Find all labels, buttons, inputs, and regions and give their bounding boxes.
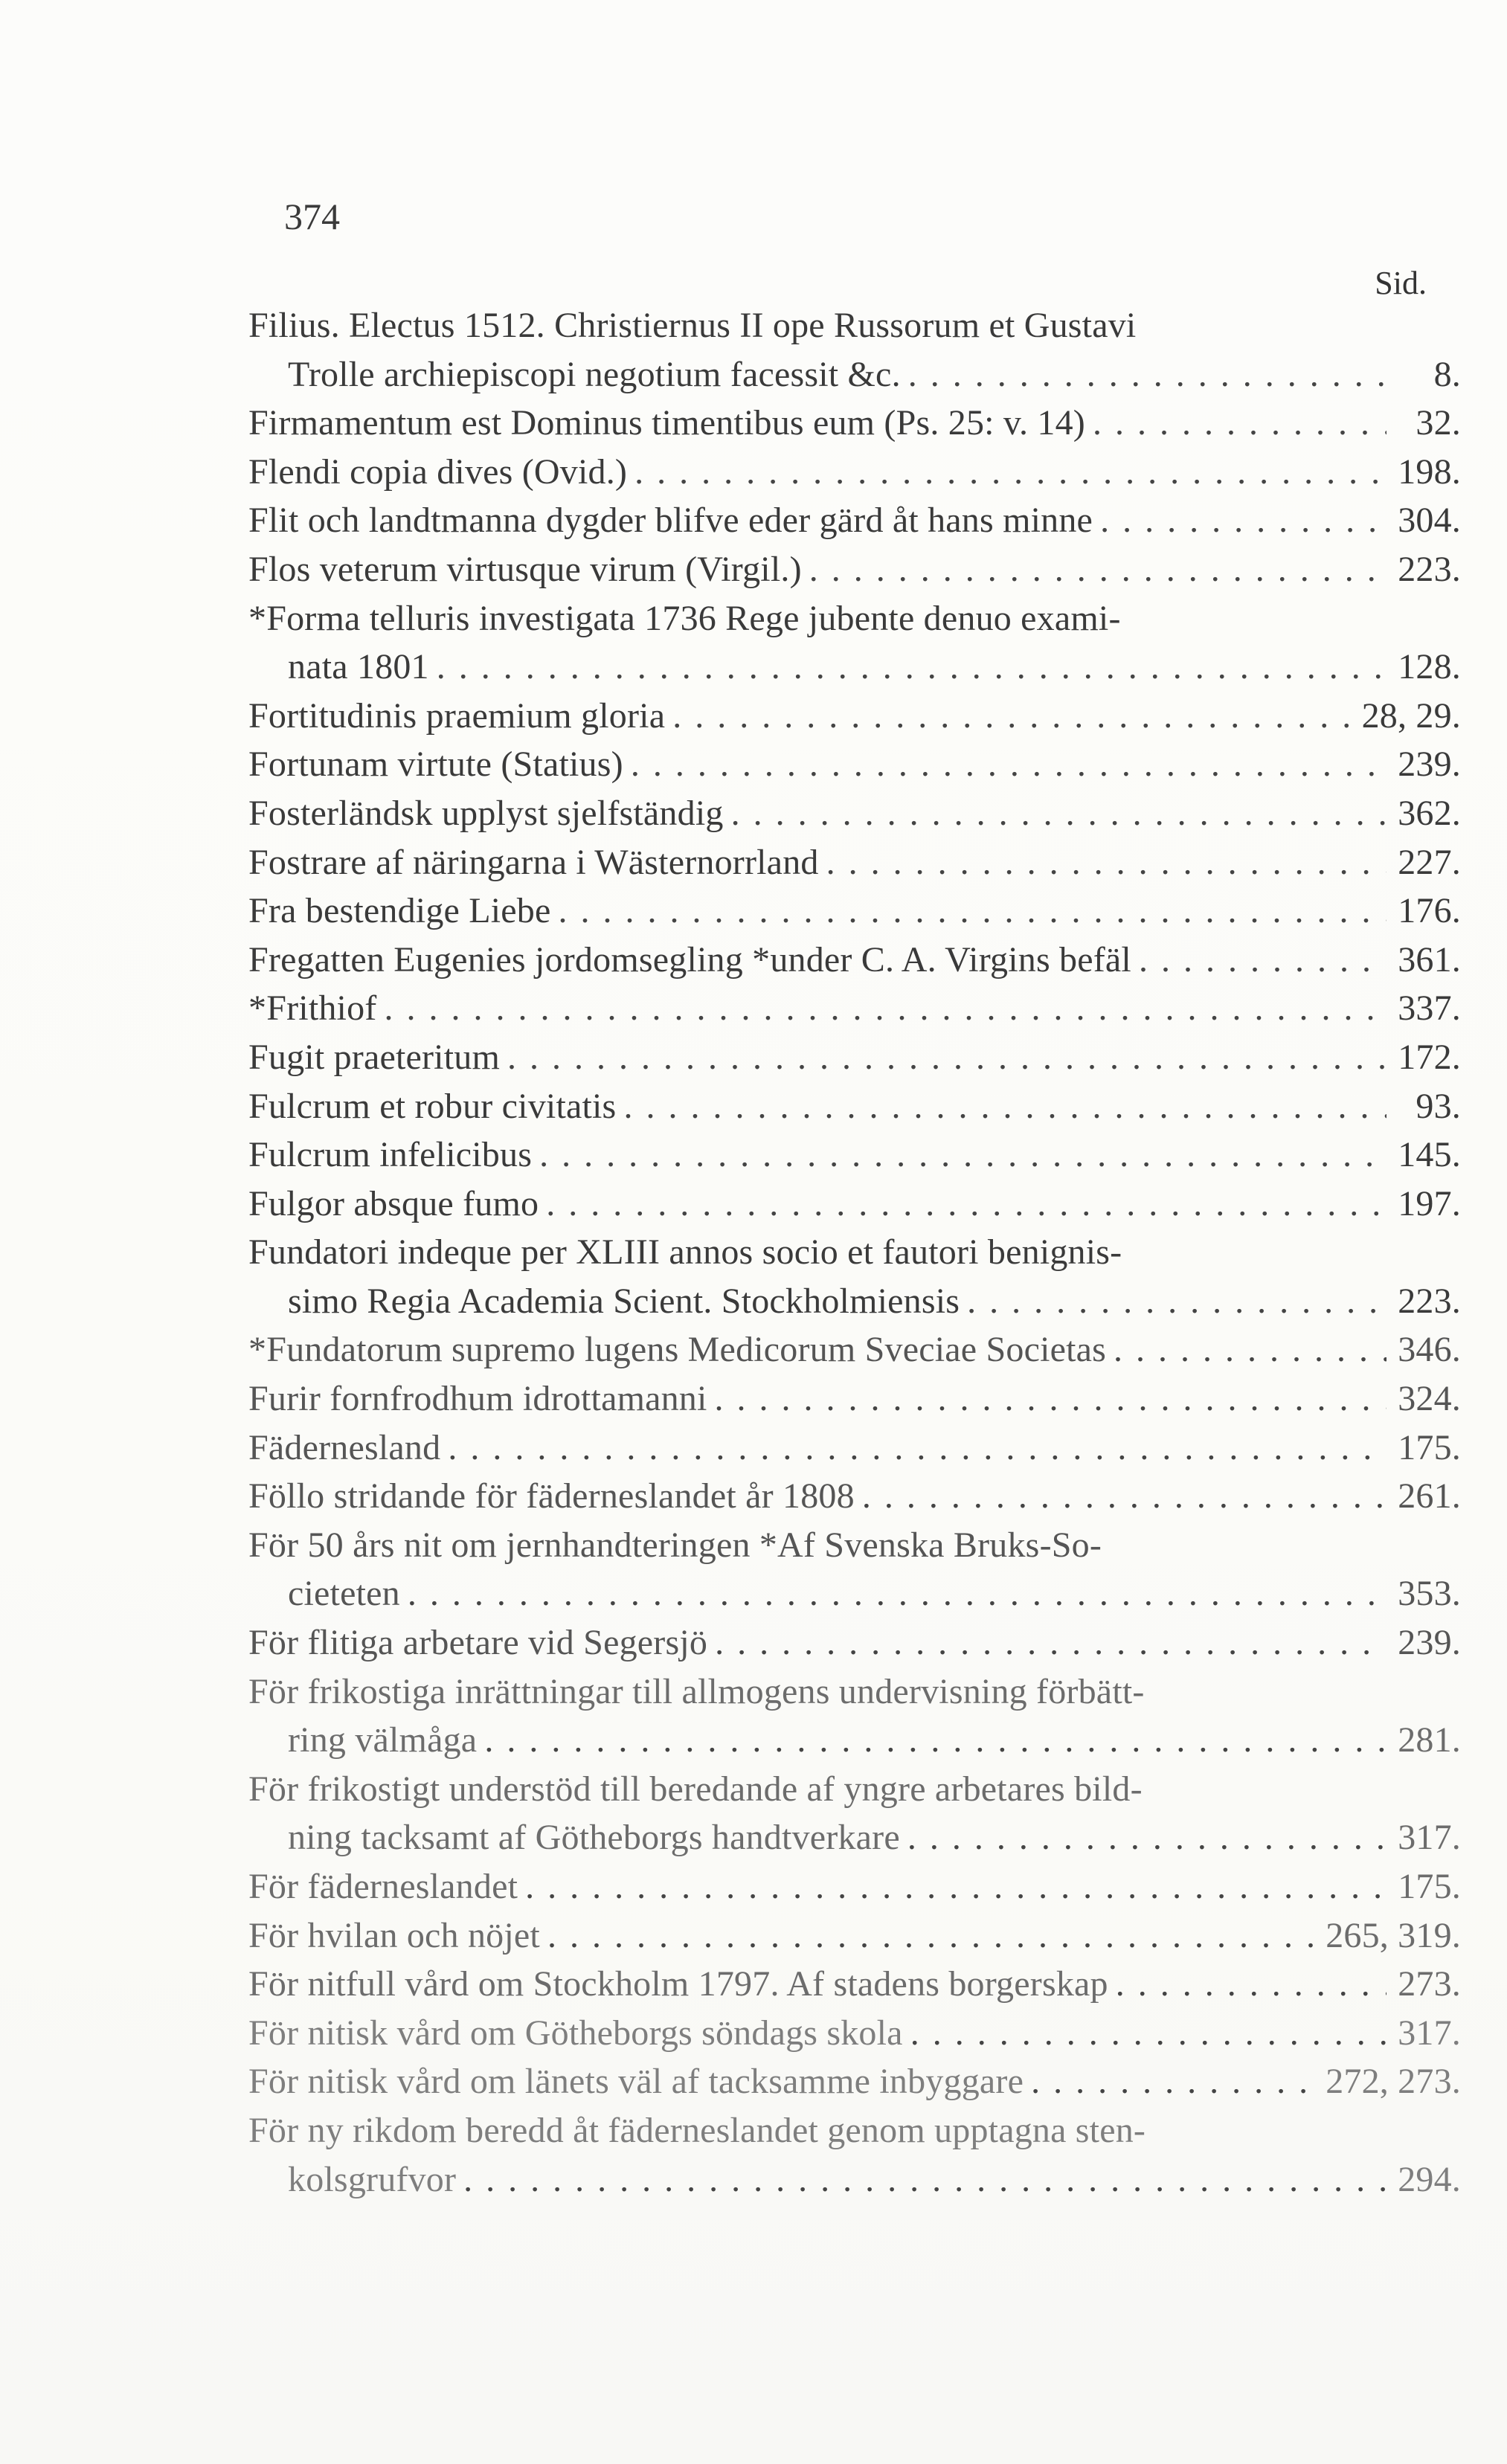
dot-leader xyxy=(484,1716,1386,1765)
index-entry-line xyxy=(248,838,1461,887)
index-entry-text: ring välmåga xyxy=(288,1720,478,1760)
page-column-header: Sid. xyxy=(1375,265,1427,301)
index-entry-line xyxy=(248,301,1461,350)
index-entry-page-ref: 346. xyxy=(1398,1330,1461,1370)
index-entry-page-ref: 175. xyxy=(1398,1427,1461,1467)
index-entry xyxy=(248,2106,1461,2204)
index-entry xyxy=(248,545,1461,594)
index-entry-page-ref: 93. xyxy=(1416,1086,1461,1126)
index-entry-line xyxy=(248,2057,1461,2106)
index-entry-line xyxy=(248,496,1461,545)
index-entry-text: För nitisk vård om länets väl af tacksamme inbyggare xyxy=(248,2062,1024,2102)
dot-leader xyxy=(1093,399,1386,448)
index-entry-page-ref: 361. xyxy=(1398,939,1461,980)
index-entry-line xyxy=(248,1374,1461,1424)
index-entry-line xyxy=(248,1569,1461,1618)
index-entry xyxy=(248,1228,1461,1325)
index-entry-page-ref: 337. xyxy=(1398,988,1461,1029)
index-entry-text: För fäderneslandet xyxy=(248,1867,518,1906)
index-entry-text: Fulcrum et robur civitatis xyxy=(248,1086,617,1126)
index-entry-line xyxy=(248,399,1461,448)
index-entry xyxy=(248,1472,1461,1521)
index-entry xyxy=(248,301,1461,399)
index-entry-page-ref: 239. xyxy=(1398,1623,1461,1663)
dot-leader xyxy=(463,2155,1386,2204)
index-entry-page-ref: 294. xyxy=(1398,2159,1461,2199)
index-entry-line xyxy=(248,740,1461,789)
index-entry-line xyxy=(248,545,1461,594)
index-entry-page-ref: 8. xyxy=(1433,354,1461,394)
index-entry-line xyxy=(248,643,1461,692)
dot-leader xyxy=(672,692,1354,741)
index-entry xyxy=(248,887,1461,936)
index-entry xyxy=(248,399,1461,448)
index-entry-text: Fortitudinis praemium gloria xyxy=(248,695,666,736)
dot-leader xyxy=(1031,2057,1318,2106)
index-entry-line xyxy=(248,789,1461,838)
index-entry xyxy=(248,1765,1461,1862)
index-entry-text: Filius. Electus 1512. Christiernus II ope Russorum et Gustavi xyxy=(248,306,1137,345)
index-entry-line xyxy=(248,1813,1461,1862)
dot-leader xyxy=(1139,936,1386,985)
index-entry xyxy=(248,1618,1461,1667)
index-entry-line xyxy=(248,1325,1461,1374)
index-entry xyxy=(248,692,1461,741)
index-entry-line xyxy=(248,2009,1461,2058)
index-entry xyxy=(248,1424,1461,1473)
dot-leader xyxy=(731,789,1386,838)
index-entry-line xyxy=(248,1667,1461,1717)
dot-leader xyxy=(967,1277,1386,1326)
index-entry-line xyxy=(248,692,1461,741)
index-entry-line xyxy=(248,936,1461,985)
dot-leader xyxy=(908,350,1386,399)
dot-leader xyxy=(634,448,1386,497)
index-entry-page-ref: 172. xyxy=(1398,1037,1461,1077)
dot-leader xyxy=(907,1813,1386,1862)
index-entry-line xyxy=(248,887,1461,936)
index-entry-text: För flitiga arbetare vid Segersjö xyxy=(248,1623,708,1663)
index-entry-text: För frikostigt understöd till beredande af yngre arbetares bild- xyxy=(248,1769,1143,1809)
index-entry-text: Fra bestendige Liebe xyxy=(248,891,551,931)
dot-leader xyxy=(539,1130,1386,1180)
index-entry-text: För 50 års nit om jernhandteringen *Af Svenska Bruks-So- xyxy=(248,1525,1102,1565)
index-entry-page-ref: 324. xyxy=(1398,1379,1461,1419)
index-entry xyxy=(248,1033,1461,1082)
index-entry-line xyxy=(248,1765,1461,1814)
index-entry-page-ref: 317. xyxy=(1398,2013,1461,2053)
index-entry-line xyxy=(248,2155,1461,2204)
index-entry-text: För hvilan och nöjet xyxy=(248,1915,540,1955)
index-entry-text: För ny rikdom beredd åt fäderneslandet genom upptagna sten- xyxy=(248,2110,1146,2150)
dot-leader xyxy=(559,887,1386,936)
index-entry-text: cieteten xyxy=(288,1574,400,1614)
index-entry-text: Fregatten Eugenies jordomsegling *under C. A. Virgins befäl xyxy=(248,939,1131,980)
index-entry-line xyxy=(248,1960,1461,2009)
index-entry xyxy=(248,789,1461,838)
index-entry-line xyxy=(248,594,1461,643)
index-entry xyxy=(248,1862,1461,1911)
index-entry xyxy=(248,1130,1461,1180)
index-entry-page-ref: 223. xyxy=(1398,549,1461,589)
index-entry-text: Fundatori indeque per XLIII annos socio et fautori benignis- xyxy=(248,1232,1122,1273)
index-entry xyxy=(248,1082,1461,1131)
index-entry-text: ning tacksamt af Götheborgs handtverkare xyxy=(288,1818,900,1858)
index-entry-line xyxy=(248,1521,1461,1570)
index-entry xyxy=(248,2009,1461,2058)
index-entry xyxy=(248,496,1461,545)
index-entry-text: nata 1801 xyxy=(288,647,429,687)
index-entry-line xyxy=(248,1716,1461,1765)
index-entry-text: För frikostiga inrättningar till allmogens undervisning förbätt- xyxy=(248,1671,1145,1711)
index-entry-page-ref: 239. xyxy=(1398,744,1461,785)
dot-leader xyxy=(809,545,1386,594)
index-entry-line xyxy=(248,1228,1461,1277)
index-entry-page-ref: 265, 319. xyxy=(1326,1915,1461,1955)
index-entry xyxy=(248,1960,1461,2009)
index-entry-text: *Forma telluris investigata 1736 Rege jubente denuo exami- xyxy=(248,598,1121,638)
index-entry xyxy=(248,594,1461,692)
index-entry-text: Fulcrum infelicibus xyxy=(248,1135,533,1175)
dot-leader xyxy=(715,1374,1386,1424)
index-entry xyxy=(248,936,1461,985)
index-entry-page-ref: 317. xyxy=(1398,1818,1461,1858)
index-entry-page-ref: 28, 29. xyxy=(1361,695,1461,736)
index-entry-line xyxy=(248,1277,1461,1326)
dot-leader xyxy=(1114,1325,1386,1374)
index-entry-page-ref: 145. xyxy=(1398,1135,1461,1175)
index-entry-page-ref: 353. xyxy=(1398,1574,1461,1614)
index-entry-line xyxy=(248,2106,1461,2155)
index-entry-text: Furir fornfrodhum idrottamanni xyxy=(248,1379,707,1419)
index-entry xyxy=(248,984,1461,1033)
index-entry-text: Fugit praeteritum xyxy=(248,1037,500,1077)
index-entry-text: Föllo stridande för fäderneslandet år 1808 xyxy=(248,1476,855,1516)
index-entry-text: För nitfull vård om Stockholm 1797. Af stadens borgerskap xyxy=(248,1964,1108,2004)
index-entry-line xyxy=(248,1618,1461,1667)
index-list xyxy=(248,301,1461,2204)
index-entry-page-ref: 304. xyxy=(1398,501,1461,541)
index-entry-text: *Fundatorum supremo lugens Medicorum Sveciae Societas xyxy=(248,1330,1107,1370)
index-entry-page-ref: 227. xyxy=(1398,842,1461,882)
dot-leader xyxy=(408,1569,1386,1618)
dot-leader xyxy=(862,1472,1386,1521)
index-entry-text: Trolle archiepiscopi negotium facessit &c. xyxy=(288,354,901,394)
index-entry xyxy=(248,1374,1461,1424)
index-entry-line xyxy=(248,1180,1461,1229)
index-entry-page-ref: 32. xyxy=(1416,403,1461,443)
index-entry-line xyxy=(248,1911,1461,1960)
index-entry-line xyxy=(248,1862,1461,1911)
index-entry-text: Fulgor absque fumo xyxy=(248,1183,539,1223)
index-entry-text: kolsgrufvor xyxy=(288,2159,457,2199)
index-entry-page-ref: 198. xyxy=(1398,451,1461,492)
dot-leader xyxy=(525,1862,1386,1911)
dot-leader xyxy=(631,740,1386,789)
index-entry-text: Flendi copia dives (Ovid.) xyxy=(248,451,628,492)
index-entry-page-ref: 175. xyxy=(1398,1867,1461,1906)
dot-leader xyxy=(1116,1960,1386,2009)
dot-leader xyxy=(715,1618,1386,1667)
index-entry-text: simo Regia Academia Scient. Stockholmiensis xyxy=(288,1281,960,1321)
index-entry-page-ref: 362. xyxy=(1398,793,1461,833)
dot-leader xyxy=(826,838,1386,887)
index-entry xyxy=(248,1667,1461,1765)
index-entry xyxy=(248,448,1461,497)
index-entry-line xyxy=(248,350,1461,399)
index-entry-line xyxy=(248,1082,1461,1131)
index-entry-text: Fostrare af näringarna i Wästernorrland xyxy=(248,842,819,882)
index-entry-text: Flos veterum virtusque virum (Virgil.) xyxy=(248,549,802,589)
dot-leader xyxy=(448,1424,1386,1473)
index-entry-text: Flit och landtmanna dygder blifve eder gärd åt hans minne xyxy=(248,501,1093,541)
index-entry-text: Fosterländsk upplyst sjelfständig xyxy=(248,793,724,833)
index-entry-text: *Frithiof xyxy=(248,988,377,1029)
dot-leader xyxy=(507,1033,1386,1082)
index-entry-line xyxy=(248,1033,1461,1082)
index-entry xyxy=(248,838,1461,887)
index-entry-page-ref: 272, 273. xyxy=(1326,2062,1461,2102)
index-entry xyxy=(248,1911,1461,1960)
dot-leader xyxy=(623,1082,1386,1131)
dot-leader xyxy=(437,643,1386,692)
index-entry-page-ref: 261. xyxy=(1398,1476,1461,1516)
index-entry-page-ref: 273. xyxy=(1398,1964,1461,2004)
index-entry-line xyxy=(248,1424,1461,1473)
index-entry-page-ref: 281. xyxy=(1398,1720,1461,1760)
index-entry-page-ref: 197. xyxy=(1398,1183,1461,1223)
index-entry-page-ref: 176. xyxy=(1398,891,1461,931)
dot-leader xyxy=(1100,496,1386,545)
dot-leader xyxy=(546,1180,1386,1229)
index-entry xyxy=(248,740,1461,789)
index-entry-line xyxy=(248,984,1461,1033)
index-entry-line xyxy=(248,1472,1461,1521)
index-entry-line xyxy=(248,448,1461,497)
index-entry-text: Fortunam virtute (Statius) xyxy=(248,744,623,785)
index-entry xyxy=(248,1180,1461,1229)
index-entry-text: För nitisk vård om Götheborgs söndags skola xyxy=(248,2013,903,2053)
index-entry-text: Fädernesland xyxy=(248,1427,441,1467)
index-entry-text: Firmamentum est Dominus timentibus eum (Ps. 25: v. 14) xyxy=(248,403,1085,443)
dot-leader xyxy=(384,984,1386,1033)
page-number: 374 xyxy=(284,196,340,237)
dot-leader xyxy=(910,2009,1386,2058)
index-entry xyxy=(248,2057,1461,2106)
dot-leader xyxy=(547,1911,1318,1960)
index-entry-line xyxy=(248,1130,1461,1180)
index-entry xyxy=(248,1521,1461,1618)
index-entry-page-ref: 223. xyxy=(1398,1281,1461,1321)
index-entry-page-ref: 128. xyxy=(1398,647,1461,687)
index-entry xyxy=(248,1325,1461,1374)
